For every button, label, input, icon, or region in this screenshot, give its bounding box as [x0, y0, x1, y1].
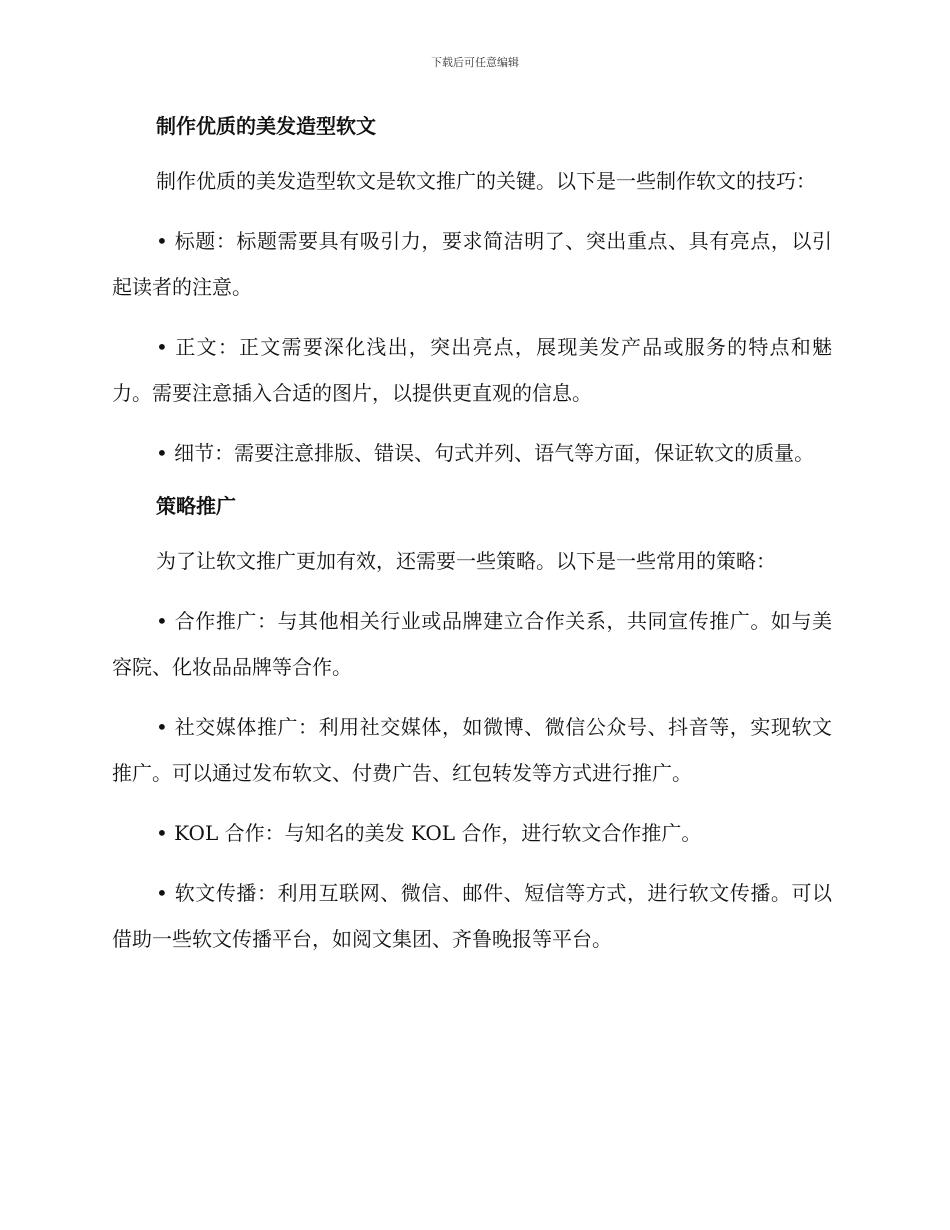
section-heading-quality-copy: 制作优质的美发造型软文 — [156, 114, 376, 138]
section-heading-strategy: 策略推广 — [156, 494, 236, 518]
list-item-kol: • KOL 合作：与知名的美发 KOL 合作，进行软文合作推广。 — [156, 821, 702, 845]
paragraph-intro-quality-copy: 制作优质的美发造型软文是软文推广的关键。以下是一些制作软文的技巧： — [156, 169, 816, 193]
document-content — [112, 110, 832, 976]
header-note: 下载后可任意编辑 — [431, 56, 519, 69]
list-item-title-tip: • 标题：标题需要具有吸引力，要求简洁明了、突出重点、具有亮点，以引起读者的注意。 — [112, 229, 832, 299]
list-item-distribution: • 软文传播：利用互联网、微信、邮件、短信等方式，进行软文传播。可以借助一些软文传播平台，如阅文集团、齐鲁晚报等平台。 — [112, 881, 832, 951]
list-item-social-media: • 社交媒体推广：利用社交媒体，如微博、微信公众号、抖音等，实现软文推广。可以通过发布软文、付费广告、红包转发等方式进行推广。 — [112, 715, 832, 785]
list-item-body-tip: • 正文：正文需要深化浅出，突出亮点，展现美发产品或服务的特点和魅力。需要注意插入合适的图片，以提供更直观的信息。 — [112, 335, 832, 405]
list-item-detail-tip: • 细节：需要注意排版、错误、句式并列、语气等方面，保证软文的质量。 — [156, 441, 815, 465]
paragraph-intro-strategy: 为了让软文推广更加有效，还需要一些策略。以下是一些常用的策略： — [156, 549, 776, 573]
list-item-cooperation: • 合作推广：与其他相关行业或品牌建立合作关系，共同宣传推广。如与美容院、化妆品品牌等合作。 — [112, 609, 832, 679]
